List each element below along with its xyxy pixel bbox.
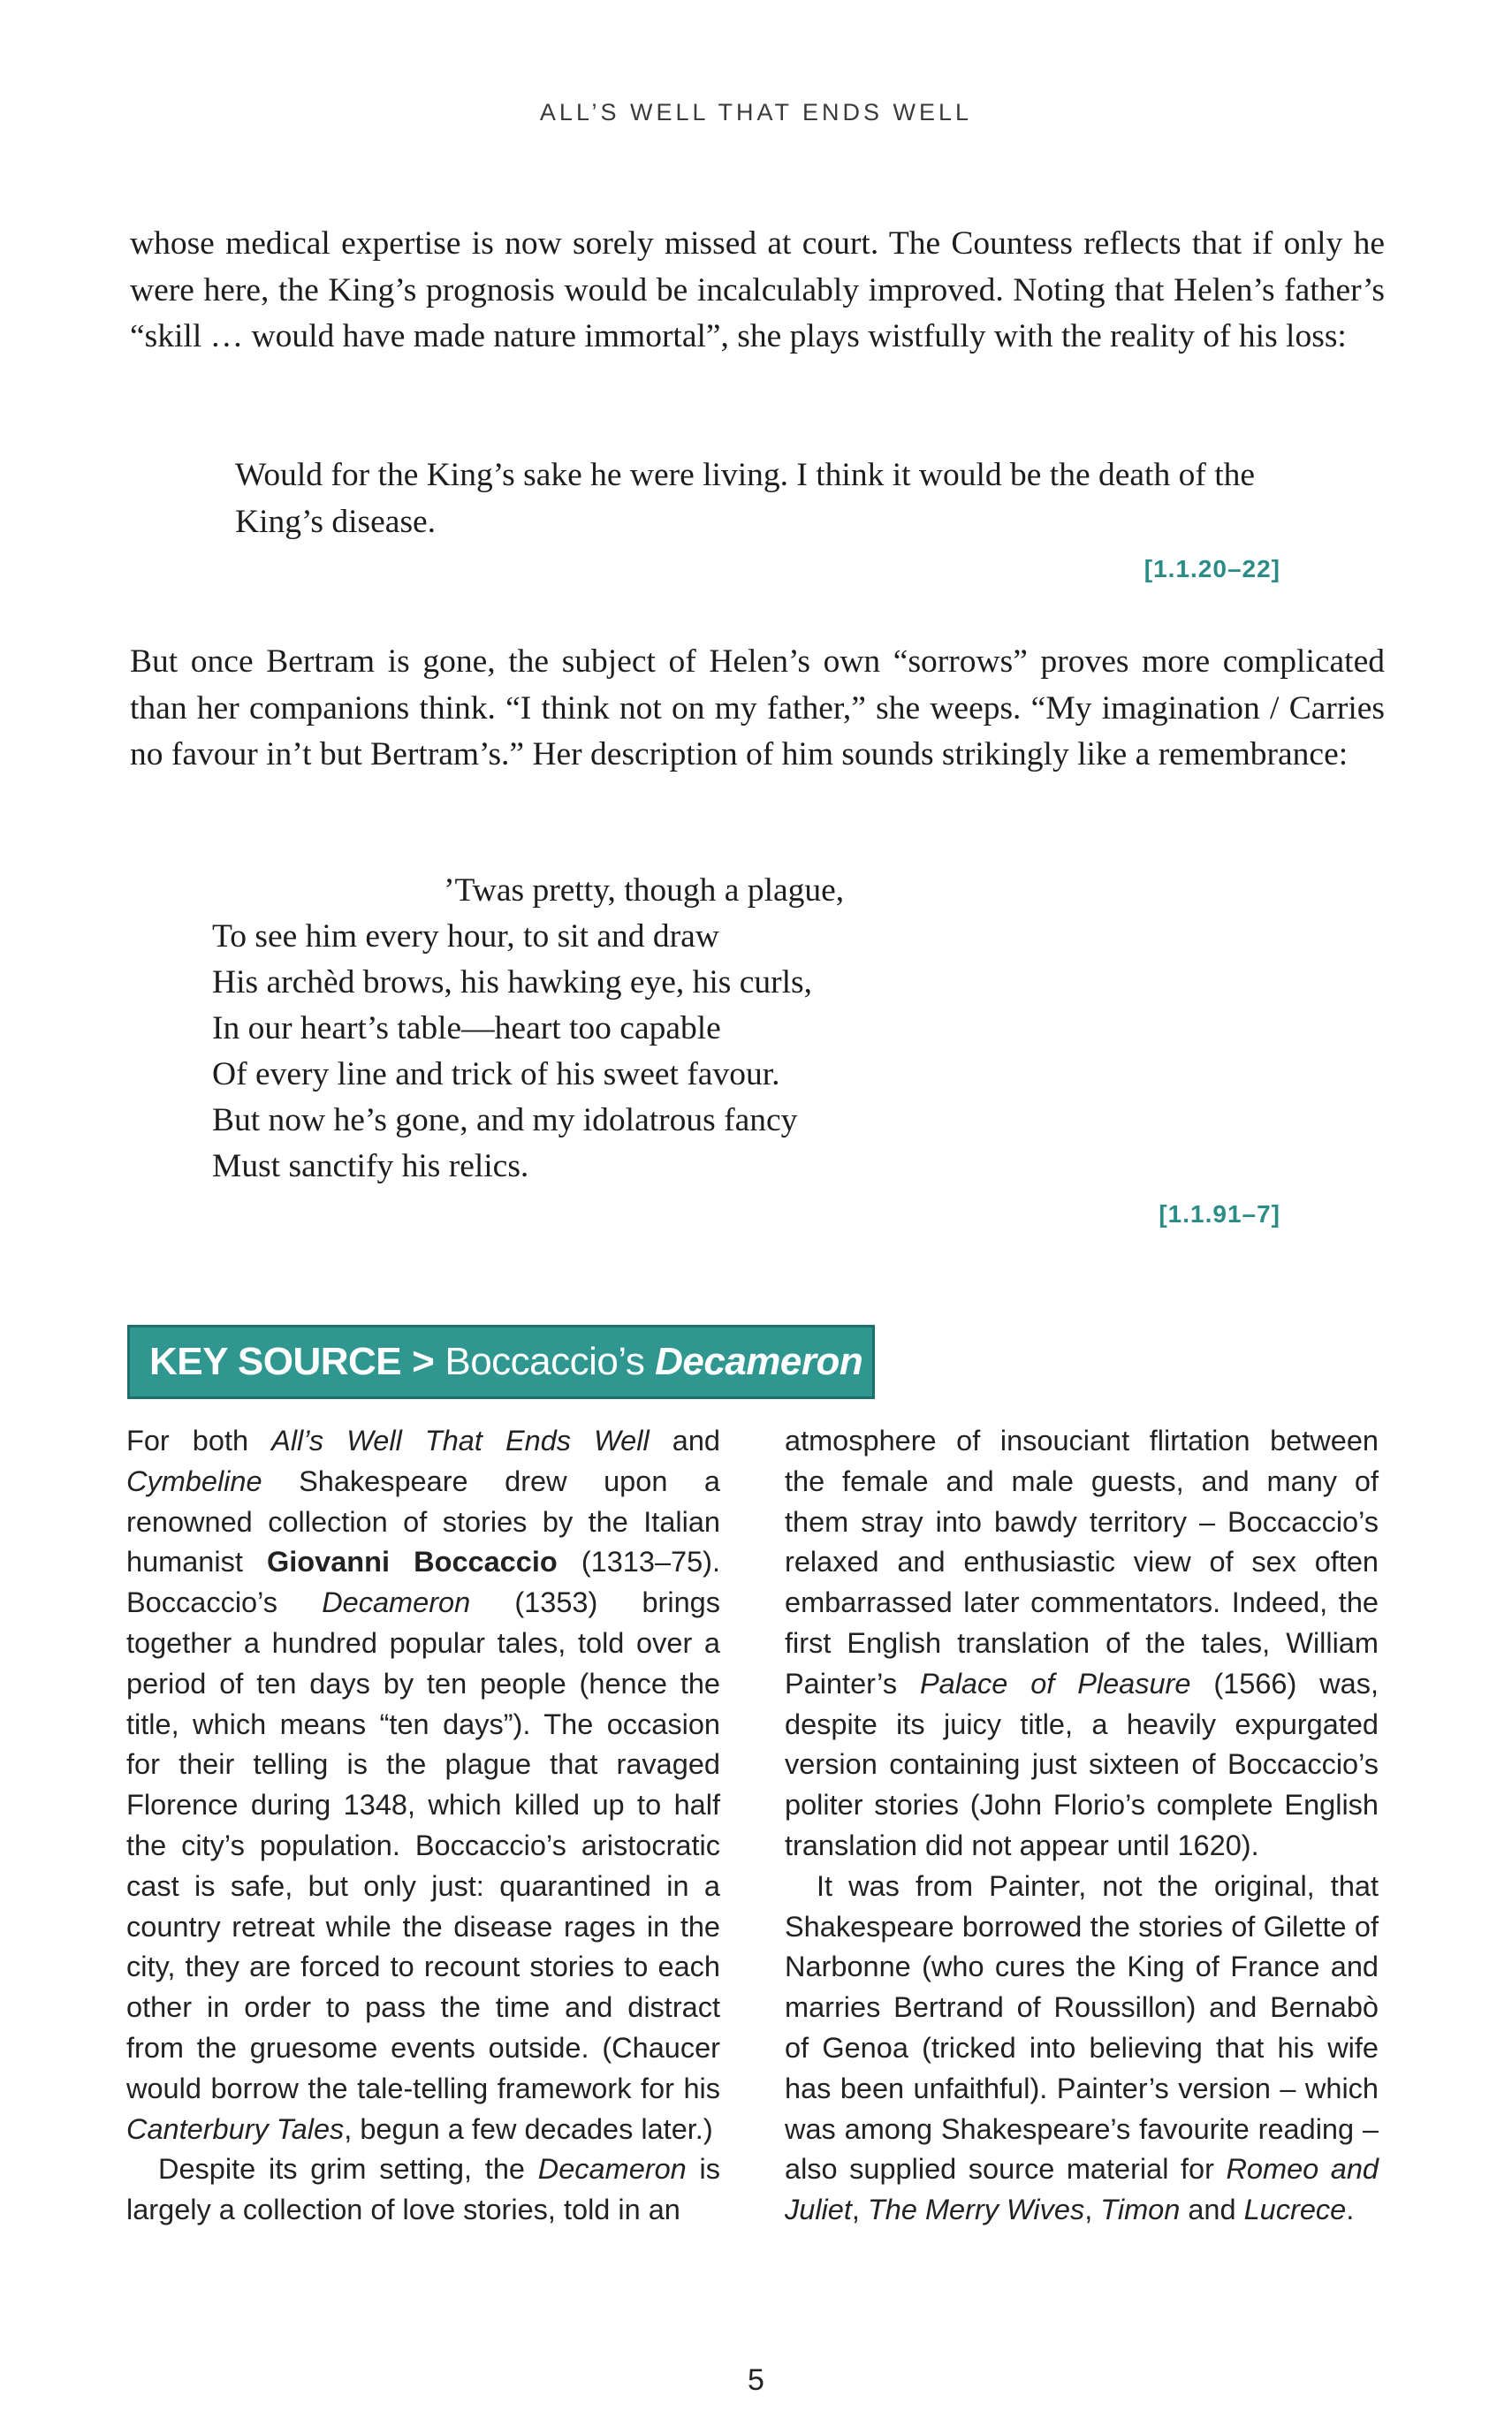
text-run: (1313–75). Boccaccio’s [126,1546,721,1619]
verse-line: To see him every hour, to sit and draw [212,918,719,955]
text-run: Despite its grim setting, the [158,2153,538,2186]
italic-text: All’s Well That Ends Well [271,1425,650,1457]
key-source-heading [127,1325,875,1399]
verse-line: Must sanctify his relics. [212,1148,529,1184]
verse-line: But now he’s gone, and my idolatrous fancy [212,1102,798,1138]
key-source-label: KEY SOURCE [149,1340,402,1383]
text-run: , [851,2194,868,2226]
running-head: ALL’S WELL THAT ENDS WELL [539,99,973,126]
italic-text: Romeo and Juliet [785,2153,1379,2226]
verse-reference: [1.1.91–7] [1159,1200,1280,1228]
verse-line: ’Twas pretty, though a plague, [444,872,845,909]
column-paragraph [126,1421,720,2149]
verse-line: His archèd brows, his hawking eye, his curls, [212,964,813,1000]
italic-text: Decameron [537,2153,687,2186]
column-paragraph [126,2149,720,2231]
text-run: For both [126,1425,272,1457]
italic-text: The Merry Wives [867,2194,1085,2226]
verse-quote [212,868,1007,1190]
text-run: atmosphere of insouciant flirtation between the female and male guests, and many of them stray into bawdy territory – Boccaccio’s relaxed and enthusiastic view of sex often embarrassed later commentators. Indeed, the first English translation of the tales, William Painter’s [785,1425,1379,1700]
left-column [126,1421,720,2231]
key-source-title: Decameron [655,1340,863,1383]
verse-line: In our heart’s table—heart too capable [212,1010,721,1046]
text-run: , begun a few decades later.) [344,2112,713,2145]
text-run: , [1084,2194,1101,2226]
italic-text: Cymbeline [126,1464,262,1497]
quote-reference: [1.1.20–22] [1143,555,1280,582]
column-paragraph [785,1421,1379,1867]
right-column [785,1421,1379,2231]
text-run: (1353) brings together a hundred popular tales, told over a period of ten days by ten people (hence the title, which means “ten days”). The occasion for their telling is the plague that ravaged Florence during 1348, which killed up to half the city’s population. Boccaccio’s aristocratic cast is safe, but only just: quarantined in a country retreat while the disease rages in the city, they are forced to recount stories to each other in order to pass the time and distract from the gruesome events outside. (Chaucer would borrow the tale-telling framework for his [126,1586,720,2104]
italic-text: Timon [1100,2194,1181,2226]
bold-text: Giovanni Boccaccio [266,1546,558,1578]
text-run: It was from Painter, not the original, that Shakespeare borrowed the stories of Gilette of Narbonne (who cures the King of France and marries Bertrand of Roussillon) and Bernabò of Genoa (tricked into believing that his wife has been unfaithful). Painter’s version – which was among Shakespeare’s favourite reading – also supplied source material for [785,1869,1379,2186]
text-run: is largely a collection of love stories, told in an [126,2153,720,2226]
chevron-right-icon: > [412,1340,435,1383]
body-paragraph-1: whose medical expertise is now sorely missed at court. The Countess reflects that if only he were here, the King’s prognosis would be incalculably improved. Noting that Helen’s father’s “skill … would have made nature immortal”, she plays wistfully with the reality of his loss: [130,225,1385,354]
italic-text: Palace of Pleasure [919,1667,1191,1700]
text-run: (1566) was, despite its juicy title, a heavily expurgated version containing just sixteen of Boccaccio’s politer stories (John Florio’s complete English translation did not appear until 1620). [785,1667,1379,1861]
verse-line: Of every line and trick of his sweet favour. [212,1056,780,1092]
italic-text: Canterbury Tales [126,2112,345,2145]
text-run: . [1346,2194,1355,2226]
body-paragraph-2: But once Bertram is gone, the subject of Helen’s own “sorrows” proves more complicated than her companions think. “I think not on my father,” she weeps. “My imagination / Carries no favour in’t but Bertram’s.” Her description of him sounds strikingly like a remembrance: [130,643,1385,772]
block-quote: Would for the King’s sake he were living. I think it would be the death of the King’s disease. [235,457,1256,540]
text-run: and [1180,2194,1244,2226]
italic-text: Decameron [322,1586,471,1619]
text-run: Shakespeare drew upon a renowned collection of stories by the Italian humanist [126,1464,720,1578]
key-source-title-prefix: Boccaccio’s [444,1340,645,1383]
column-paragraph [785,1867,1379,2231]
text-run: and [649,1425,720,1457]
page-number: 5 [748,2363,764,2397]
italic-text: Lucrece [1243,2194,1347,2226]
